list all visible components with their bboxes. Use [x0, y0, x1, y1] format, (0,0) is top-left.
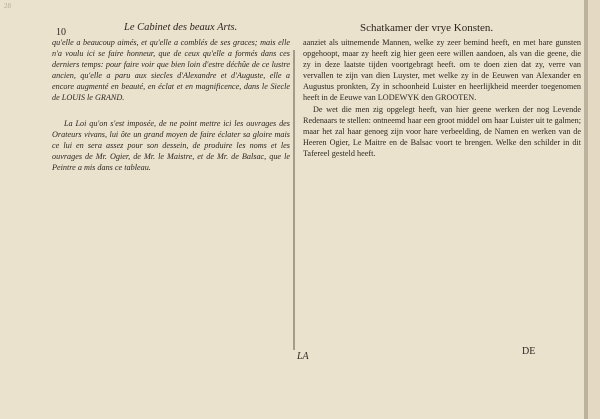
adjacent-page-edge: [588, 0, 600, 419]
page-number: 10: [56, 27, 66, 38]
catchword-left: LA: [297, 351, 309, 362]
running-head-right: Schatkamer der vrye Konsten.: [360, 22, 494, 34]
page-edge-shadow: [584, 0, 588, 419]
right-column: [303, 37, 581, 159]
paragraph: La Loi qu'on s'est imposée, de ne point mettre ici les ouvrages des Orateurs vivans, lui ôte un grand moyen de faire éclater sa gloire mais ce lui en sera assez pour son dessein, de produire les noms et les ouvrages de Mr. Ogier, de Mr. le Maistre, et de Mr. de Balsac, que le Peintre a mis dans ce tableau.: [52, 118, 290, 172]
running-head-left: Le Cabinet des beaux Arts.: [124, 22, 238, 33]
left-column: [52, 37, 290, 173]
paragraph: qu'elle a beaucoup aimés, et qu'elle a comblés de ses graces; mais elle n'a voulu ici se faire honneur, que de ceux qu'elle a formés dans ces derniers temps: pour faire voir que bien loin d'estre déchûe de ce lustre ancien, qu'elle a paru aux siecles d'Alexandre et d'Auguste, elle a encore augmenté en beauté, en éclat et en magnificence, dans le Siecle de LOUIS le GRAND.: [52, 38, 290, 103]
corner-mark: 28: [4, 2, 11, 10]
paragraph: aanziet als uitnemende Mannen, welke zy zeer bemind heeft, en met hare gunsten opgehoopt, maar zy heeft zig hier geen eere willen aandoen, als van die geene, die zy in deze laatste tijden voortgebragt heeft. om te doen zien dat zy, verre van vervallen te zijn van dien Luyster, met welke zy in de Eeuwen van Alexander en Augustus pronkten, Zy in schoonheid Luister en heerlijkheid meerder toegenomen heeft in de Eeuwe van LODEWYK den GROOTEN.: [303, 38, 581, 103]
column-divider: [293, 50, 295, 350]
paragraph: De wet die men zig opgelegt heeft, van hier geene werken der nog Levende Redenaars te stellen: ontneemd haar een groot middel om haar Luister uit te galmen; maar het zal haar genoeg zijn voor hare verbeelding, de Namen en werken van de Heeren Ogier, Le Maitre en de Balsac voort te brengen. Welke den schilder in dit Tafereel gesteld heeft.: [303, 104, 581, 158]
catchword-right: DE: [522, 346, 536, 357]
